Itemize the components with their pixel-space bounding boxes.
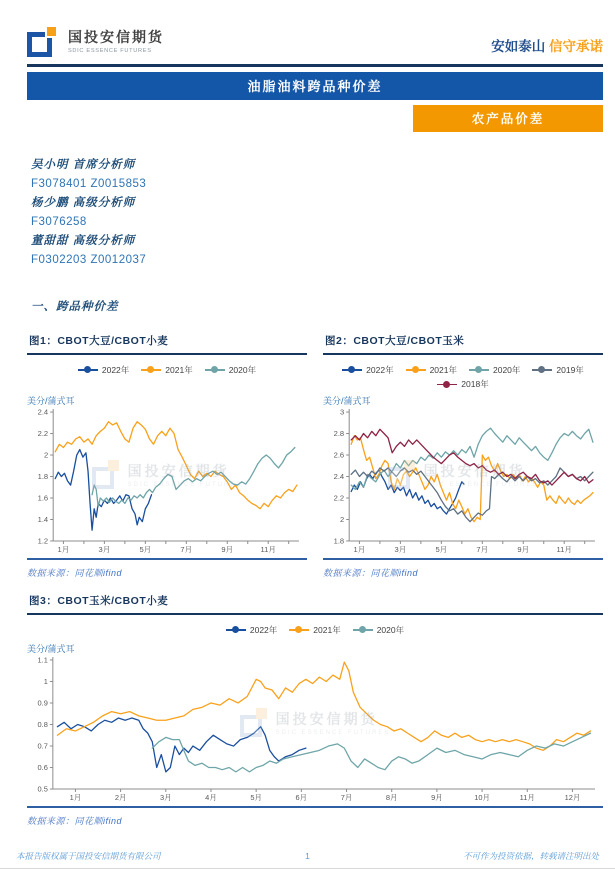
svg-text:11月: 11月	[556, 544, 572, 554]
legend-marker-icon	[469, 366, 489, 373]
svg-text:3月: 3月	[160, 792, 172, 802]
svg-text:0.7: 0.7	[37, 741, 48, 751]
svg-text:1.8: 1.8	[333, 536, 345, 546]
legend-label: 2022年	[366, 364, 394, 375]
y-axis-unit: 美分/蒲式耳	[27, 395, 75, 406]
chart-figure-1	[27, 331, 307, 579]
slogan-orange: 信守承诺	[549, 39, 603, 54]
chart-svg	[27, 654, 603, 805]
footer-copyright: 本报告版权属于国投安信期货有限公司	[16, 851, 161, 861]
svg-text:11月: 11月	[519, 792, 535, 802]
chart-svg	[323, 406, 603, 557]
legend-marker-icon	[226, 626, 246, 633]
footer-page-number: 1	[305, 851, 310, 861]
series-line-2022年	[55, 449, 151, 530]
chart-plot	[323, 395, 603, 557]
chart-figure-2	[323, 331, 603, 579]
brand-text	[68, 27, 164, 54]
svg-text:5月: 5月	[435, 544, 448, 554]
legend-label: 2021年	[313, 624, 341, 635]
category-tag: 农产品价差	[413, 105, 603, 132]
svg-text:1月: 1月	[57, 544, 70, 554]
chart-canvas	[27, 406, 307, 557]
svg-text:1月: 1月	[353, 544, 366, 554]
legend-item-2021年	[406, 364, 457, 376]
legend-label: 2020年	[376, 624, 405, 635]
slogan-blue: 安如泰山	[491, 39, 546, 54]
data-source: 数据来源：同花顺ifind	[27, 815, 123, 826]
svg-text:5月: 5月	[250, 792, 262, 802]
svg-text:0.8: 0.8	[37, 719, 48, 729]
svg-text:1: 1	[43, 676, 48, 686]
report-title-banner: 油脂油料跨品种价差	[27, 72, 603, 100]
chart-bottom-rule	[323, 558, 603, 560]
legend-item-2021年	[289, 624, 340, 636]
company-logo-icon	[27, 24, 61, 57]
svg-text:0.9: 0.9	[37, 698, 48, 708]
analyst-code: F3076258	[31, 215, 87, 228]
legend-label: 2022年	[249, 624, 278, 635]
svg-text:4月: 4月	[205, 792, 217, 802]
page-bottom-border	[0, 868, 615, 870]
svg-text:2: 2	[43, 450, 49, 460]
watermark: 国投安信期货 SDIC ESSENCE FUTURES	[27, 654, 603, 791]
chart-bottom-rule	[27, 806, 603, 808]
legend-label: 2021年	[429, 364, 457, 375]
svg-text:3: 3	[339, 407, 345, 417]
header	[0, 0, 615, 64]
svg-text:9月: 9月	[221, 544, 234, 554]
watermark: 国投安信期货 SDIC ESSENCE FUTURES	[27, 406, 307, 543]
chart-title: 图3：CBOT玉米/CBOT小麦	[27, 591, 603, 615]
analyst-name: 吴小明 首席分析师	[31, 158, 136, 171]
svg-text:1.1: 1.1	[37, 655, 48, 665]
footer-disclaimer: 不可作为投资依据，转载请注明出处	[463, 851, 600, 861]
data-source: 数据来源：同花顺ifind	[323, 567, 419, 578]
svg-text:2.8: 2.8	[333, 428, 345, 438]
y-axis-unit: 美分/蒲式耳	[323, 395, 371, 406]
analyst-name: 董甜甜 高级分析师	[31, 234, 136, 247]
chart-legend	[27, 624, 603, 640]
svg-text:2.2: 2.2	[333, 493, 345, 503]
data-source: 数据来源：同花顺ifind	[27, 567, 123, 578]
svg-text:3月: 3月	[394, 544, 407, 554]
svg-text:11月: 11月	[260, 544, 276, 554]
legend-label: 2019年	[556, 364, 584, 375]
slogan	[491, 35, 603, 57]
watermark: 国投安信期货 SDIC ESSENCE FUTURES	[323, 406, 603, 543]
svg-text:1.8: 1.8	[37, 471, 49, 481]
svg-text:1.2: 1.2	[37, 536, 49, 546]
legend-item-2020年	[469, 364, 520, 376]
legend-marker-icon	[406, 366, 426, 373]
chart-plot	[27, 643, 603, 805]
legend-marker-icon	[289, 626, 309, 633]
chart-svg	[27, 406, 307, 557]
page-footer	[0, 850, 615, 862]
svg-text:9月: 9月	[431, 792, 443, 802]
svg-text:1.6: 1.6	[37, 493, 49, 503]
svg-text:2.4: 2.4	[333, 471, 345, 481]
chart-plot	[27, 395, 307, 557]
charts-row	[27, 331, 603, 579]
series-line-2021年	[351, 435, 593, 521]
svg-text:1月: 1月	[69, 792, 82, 802]
legend-label: 2020年	[493, 364, 521, 375]
legend-item-2020年	[353, 624, 404, 636]
legend-item-2019年	[532, 364, 583, 376]
svg-text:6月: 6月	[295, 792, 308, 802]
brand-name-en: SDIC ESSENCE FUTURES	[68, 48, 152, 54]
svg-text:10月: 10月	[474, 792, 490, 802]
analyst-code: F3078401 Z0015853	[31, 177, 147, 190]
legend-item-2018年	[437, 378, 488, 390]
svg-text:2.2: 2.2	[37, 428, 49, 438]
svg-text:3月: 3月	[98, 544, 111, 554]
svg-text:7月: 7月	[476, 544, 489, 554]
brand-name-cn: 国投安信期货	[68, 29, 164, 45]
legend-item-2022年	[342, 364, 393, 376]
brand	[27, 24, 164, 57]
svg-text:2: 2	[339, 514, 345, 524]
chart-title: 图1：CBOT大豆/CBOT小麦	[27, 331, 307, 355]
logo-orange-square	[45, 25, 58, 38]
y-axis-unit: 美分/蒲式耳	[27, 643, 75, 654]
analyst-name: 杨少鹏 高级分析师	[31, 196, 136, 209]
legend-marker-icon	[437, 381, 457, 388]
series-line-2021年	[57, 662, 590, 750]
header-divider	[27, 64, 603, 67]
svg-text:9月: 9月	[517, 544, 530, 554]
svg-text:2.4: 2.4	[37, 407, 49, 417]
legend-label: 2018年	[461, 379, 489, 389]
svg-text:0.6: 0.6	[37, 762, 48, 772]
legend-marker-icon	[342, 366, 362, 373]
chart-bottom-rule	[27, 558, 307, 560]
chart-canvas	[323, 406, 603, 557]
legend-item-2022年	[226, 624, 277, 636]
legend-label: 2021年	[165, 364, 193, 375]
legend-marker-icon	[205, 366, 225, 373]
analyst-block	[31, 156, 615, 270]
legend-item-2022年	[78, 364, 129, 376]
svg-text:5月: 5月	[139, 544, 152, 554]
section-heading: 一、跨品种价差	[31, 300, 119, 313]
legend-marker-icon	[141, 366, 161, 373]
chart-title: 图2：CBOT大豆/CBOT玉米	[323, 331, 603, 355]
svg-text:2月: 2月	[114, 792, 127, 802]
chart-legend	[27, 364, 307, 392]
chart-canvas	[27, 654, 603, 805]
svg-text:7月: 7月	[340, 792, 353, 802]
svg-text:2.6: 2.6	[333, 450, 345, 460]
legend-item-2021年	[141, 364, 192, 376]
category-tag-row	[27, 105, 603, 132]
series-line-2021年	[55, 421, 297, 508]
chart-figure-3	[27, 591, 603, 827]
svg-text:8月: 8月	[385, 792, 398, 802]
legend-item-2020年	[205, 364, 256, 376]
svg-text:1.4: 1.4	[37, 514, 49, 524]
chart-legend	[341, 364, 586, 392]
svg-text:7月: 7月	[180, 544, 193, 554]
legend-marker-icon	[353, 626, 373, 633]
legend-marker-icon	[78, 366, 98, 373]
legend-label: 2020年	[228, 364, 257, 375]
analyst-code: F0302203 Z0012037	[31, 253, 147, 266]
legend-label: 2022年	[101, 364, 130, 375]
svg-text:12月: 12月	[564, 792, 581, 802]
legend-marker-icon	[532, 366, 552, 373]
svg-text:0.5: 0.5	[37, 784, 48, 794]
